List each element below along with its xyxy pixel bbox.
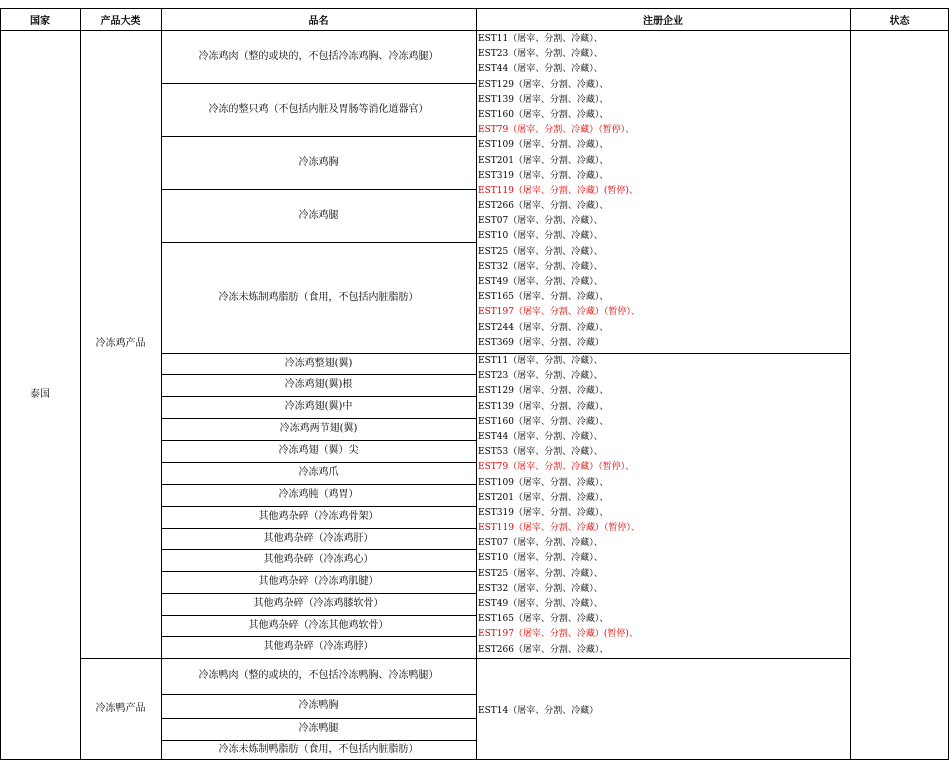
- enterprise-entry: EST32（屠宰、分割、冷藏）、: [478, 261, 603, 272]
- enterprise-duck: EST14（屠宰、分割、冷藏）: [478, 705, 599, 716]
- enterprise-entry: EST129（屠宰、分割、冷藏）、: [478, 79, 609, 90]
- grid-line: [161, 636, 476, 637]
- grid-line: [161, 136, 476, 137]
- header-status: 状态: [889, 15, 910, 27]
- grid-line: [161, 528, 476, 529]
- enterprise-entry: EST109（屠宰、分割、冷藏）、: [478, 477, 609, 488]
- enterprise-entry: EST244（屠宰、分割、冷藏）、: [478, 322, 609, 333]
- enterprise-entry: EST129（屠宰、分割、冷藏）、: [478, 386, 609, 397]
- enterprise-entry: EST23（屠宰、分割、冷藏）、: [478, 371, 603, 382]
- product-cell: 冷冻鸭腿: [298, 723, 339, 734]
- product-cell: 其他鸡杂碎（冷冻鸡心）: [263, 554, 374, 565]
- grid-line: [161, 462, 476, 463]
- enterprise-list-group2: [478, 354, 640, 658]
- enterprise-entry-suspended: EST197（屠宰、分割、冷藏）（暂停）、: [478, 307, 640, 318]
- grid-line: [161, 374, 476, 375]
- grid-line: [161, 506, 476, 507]
- enterprise-entry: EST25（屠宰、分割、冷藏）、: [478, 246, 603, 257]
- product-cell: 冷冻鸡爪: [298, 467, 339, 478]
- grid-line: [80, 8, 81, 760]
- grid-line: [161, 242, 476, 243]
- product-cell: 冷冻鸡肉（整的或块的，不包括冷冻鸡胸、冷冻鸡腿）: [198, 50, 439, 62]
- category-chicken: 冷冻鸡产品: [95, 338, 146, 349]
- product-cell: 冷冻鸡整翅(翼): [284, 357, 353, 369]
- product-cell: 冷冻的整只鸡（不包括内脏及胃肠等消化道器官）: [208, 103, 429, 115]
- product-cell: 冷冻未炼制鸡脂肪（食用，不包括内脏脂肪）: [218, 291, 419, 303]
- enterprise-entry-suspended: EST119（屠宰、分割、冷藏）(暂停)、: [478, 185, 638, 196]
- enterprise-entry: EST44（屠宰、分割、冷藏）、: [478, 431, 603, 442]
- product-cell: 冷冻鸡翅(翼)根: [284, 379, 353, 390]
- grid-line: [0, 8, 949, 9]
- enterprise-entry: EST319（屠宰、分割、冷藏）、: [478, 170, 609, 181]
- country-cell: 泰国: [30, 389, 50, 400]
- enterprise-entry-suspended: EST197（屠宰、分割、冷藏）(暂停)、: [478, 629, 638, 640]
- enterprise-entry: EST07（屠宰、分割、冷藏）、: [478, 538, 603, 549]
- grid-line: [161, 418, 476, 419]
- grid-line: [161, 83, 476, 84]
- product-cell: 冷冻鸡肫（鸡胃）: [278, 489, 359, 500]
- enterprise-entry: EST25（屠宰、分割、冷藏）、: [478, 568, 603, 579]
- enterprise-entry: EST369（屠宰、分割、冷藏）: [478, 337, 604, 348]
- product-cell: 冷冻未炼制鸭脂肪（食用，不包括内脏脂肪）: [218, 744, 419, 755]
- grid-line: [161, 718, 476, 719]
- grid-line: [850, 8, 851, 760]
- grid-line: [161, 694, 476, 695]
- enterprise-entry: EST160（屠宰、分割、冷藏）、: [478, 109, 609, 120]
- grid-line: [161, 396, 476, 397]
- enterprise-entry-suspended: EST79（屠宰、分割、冷藏）（暂停）、: [478, 125, 635, 136]
- enterprise-entry: EST10（屠宰、分割、冷藏）、: [478, 231, 603, 242]
- enterprise-entry: EST201（屠宰、分割、冷藏）、: [478, 492, 609, 503]
- enterprise-entry: EST07（屠宰、分割、冷藏）、: [478, 216, 603, 227]
- enterprise-entry: EST139（屠宰、分割、冷藏）、: [478, 94, 609, 105]
- product-cell: 其他鸡杂碎（冷冻鸡肝）: [263, 532, 374, 544]
- enterprise-entry: EST49（屠宰、分割、冷藏）、: [478, 599, 603, 609]
- product-cell: 其他鸡杂碎（冷冻鸡脖）: [263, 641, 374, 652]
- header-enterprise: 注册企业: [643, 15, 683, 27]
- grid-line: [161, 571, 476, 572]
- enterprise-entry: EST49（屠宰、分割、冷藏）、: [478, 277, 603, 287]
- enterprise-entry: EST139（屠宰、分割、冷藏）、: [478, 401, 609, 412]
- grid-line: [161, 740, 476, 741]
- enterprise-entry: EST201（屠宰、分割、冷藏）、: [478, 155, 609, 166]
- grid-line: [80, 658, 850, 659]
- grid-line: [161, 189, 476, 190]
- enterprise-entry: EST160（屠宰、分割、冷藏）、: [478, 416, 609, 427]
- product-cell: 冷冻鸡翅(翼)中: [284, 401, 353, 412]
- header-category: 产品大类: [100, 15, 141, 27]
- enterprise-entry: EST165（屠宰、分割、冷藏）、: [478, 292, 609, 303]
- enterprise-entry: EST165（屠宰、分割、冷藏）、: [478, 614, 609, 625]
- product-cell: 冷冻鸡两节翅(翼): [279, 423, 358, 434]
- grid-line: [161, 484, 476, 485]
- enterprise-entry: EST53（屠宰、分割、冷藏）、: [478, 447, 603, 458]
- enterprise-entry: EST10（屠宰、分割、冷藏）、: [478, 553, 603, 564]
- product-cell: 冷冻鸭肉（整的或块的，不包括冷冻鸭胸、冷冻鸭腿）: [198, 670, 439, 681]
- enterprise-entry: EST23（屠宰、分割、冷藏）、: [478, 49, 603, 60]
- enterprise-entry: EST11（屠宰、分割、冷藏）、: [478, 34, 603, 44]
- category-duck: 冷冻鸭产品: [95, 703, 146, 714]
- grid-line: [161, 593, 476, 594]
- enterprise-entry: EST11（屠宰、分割、冷藏）、: [478, 356, 603, 366]
- enterprise-entry: EST266（屠宰、分割、冷藏）、: [478, 201, 609, 212]
- grid-line: [0, 30, 949, 31]
- header-product: 品名: [308, 15, 329, 27]
- product-cell: 其他鸡杂碎（冷冻鸡骨架）: [258, 511, 379, 522]
- header-country: 国家: [30, 15, 50, 27]
- enterprise-entry: EST44（屠宰、分割、冷藏）、: [478, 64, 603, 75]
- grid-line: [161, 440, 476, 441]
- product-cell: 其他鸡杂碎（冷冻其他鸡软骨）: [248, 619, 389, 631]
- enterprise-entry-suspended: EST79（屠宰、分割、冷藏）（暂停）、: [478, 462, 635, 473]
- grid-line: [476, 8, 477, 760]
- product-cell: 冷冻鸡翅（翼）尖: [278, 445, 359, 456]
- grid-line: [161, 615, 476, 616]
- enterprise-entry-suspended: EST119（屠宰、分割、冷藏）（暂停）、: [478, 523, 640, 534]
- enterprise-entry: EST266（屠宰、分割、冷藏）、: [478, 644, 609, 655]
- product-cell: 冷冻鸡胸: [298, 156, 339, 168]
- grid-line: [161, 353, 850, 354]
- product-cell: 其他鸡杂碎（冷冻鸡肌腱）: [258, 576, 379, 587]
- grid-line: [0, 8, 1, 760]
- product-cell: 其他鸡杂碎（冷冻鸡膝软骨）: [253, 598, 384, 609]
- enterprise-entry: EST109（屠宰、分割、冷藏）、: [478, 140, 609, 151]
- grid-line: [161, 8, 162, 760]
- grid-line: [161, 549, 476, 550]
- enterprise-entry: EST32（屠宰、分割、冷藏）、: [478, 583, 603, 594]
- enterprise-entry: EST319（屠宰、分割、冷藏）、: [478, 507, 609, 518]
- enterprise-list-group1: [478, 32, 640, 351]
- product-cell: 冷冻鸡腿: [298, 209, 339, 221]
- product-cell: 冷冻鸭胸: [298, 700, 339, 711]
